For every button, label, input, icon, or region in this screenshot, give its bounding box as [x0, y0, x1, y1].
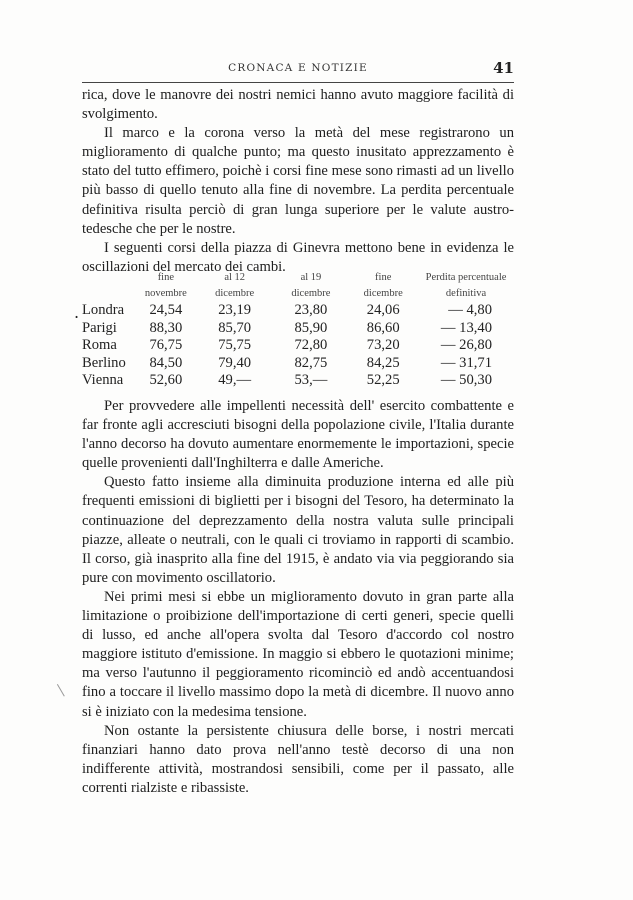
body-text-bottom — [82, 397, 514, 798]
cell-al-19-dicembre: 72,80 — [294, 337, 328, 354]
cell-fine-novembre: 52,60 — [149, 372, 183, 389]
column-header-al-12-dicembre: al 12 dicembre — [215, 272, 255, 299]
column-header-fine-novembre: fine novembre — [144, 272, 187, 299]
cell-al-19-dicembre: 85,90 — [294, 319, 328, 336]
cell-city: Parigi — [82, 319, 117, 336]
cell-al-19-dicembre: 53,— — [294, 372, 328, 389]
table-row — [82, 302, 514, 320]
paragraph-2: Il marco e la corona verso la metà del mese registrarono un miglioramento di qualche punto; ma questo inusitato apprezzamento è stato del tutto effimero, poichè i corsi fine mese sono rimasti ad un livello più basso di quello tenuto alla fine di novembre. La perdita percentuale definitiva risulta perciò di gran lunga superiore per le valute austro-tedesche che per le nostre. — [82, 125, 514, 237]
paragraph-1: rica, dove le manovre dei nostri nemici hanno avuto maggiore facilità di svolgimento. — [82, 87, 514, 123]
cell-al-12-dicembre: 79,40 — [218, 354, 252, 371]
cell-city: Londra — [82, 302, 125, 318]
cell-city: Berlino — [82, 354, 126, 371]
table-row — [82, 355, 514, 373]
stray-dot-mark: . — [74, 303, 80, 322]
cell-fine-dicembre: 52,25 — [366, 372, 400, 389]
paragraph-6: Nei primi mesi si ebbe un miglioramento dovuto in gran parte alla limitazione o proibizione dell'importazione di certi generi, specie quelli di lusso, ed anche all'opera svolta dal Tesoro d'accordo col nostro maggiore istituto d'emissione. In maggio si ebbero le quotazioni minime; ma verso l'autunno il peggioramento ricominciò ed andò accentuandosi fino a toccare il livello massimo dopo la metà di dicembre. Il nuovo anno si è iniziato con la medesima tensione. — [82, 588, 514, 720]
column-header-al-19-dicembre: al 19 dicembre — [291, 272, 331, 299]
cell-fine-novembre: 88,30 — [149, 319, 183, 336]
cell-al-12-dicembre: 23,19 — [218, 302, 252, 318]
paragraph-3: I seguenti corsi della piazza di Ginevra mettono bene in evidenza le oscillazioni del mercato dei cambi. — [82, 239, 514, 275]
column-header-perdita: Perdita percentuale definitiva — [425, 272, 507, 299]
running-title: CRONACA E NOTIZIE — [228, 62, 368, 74]
table-row — [82, 320, 514, 338]
table-row — [82, 372, 514, 390]
cell-city: Roma — [82, 337, 117, 354]
cell-al-12-dicembre: 49,— — [218, 372, 252, 389]
scan-artifact-mark — [57, 681, 69, 696]
page-number: 41 — [493, 59, 514, 77]
cell-perdita: — 50,30 — [440, 372, 492, 389]
cell-al-12-dicembre: 75,75 — [218, 337, 252, 354]
cell-fine-dicembre: 73,20 — [366, 337, 400, 354]
header-rule — [82, 82, 514, 83]
cell-fine-novembre: 76,75 — [149, 337, 183, 354]
column-header-fine-dicembre: fine dicembre — [363, 272, 403, 299]
exchange-rate-table — [82, 270, 514, 390]
cell-perdita: — 31,71 — [440, 354, 492, 371]
cell-city: Vienna — [82, 372, 124, 389]
column-header-city — [82, 270, 136, 302]
cell-perdita: — 4,80 — [448, 302, 492, 318]
cell-perdita: — 26,80 — [440, 337, 492, 354]
cell-fine-novembre: 24,54 — [149, 302, 183, 318]
body-text-top — [82, 86, 514, 277]
cell-fine-dicembre: 24,06 — [366, 302, 400, 318]
paragraph-5: Questo fatto insieme alla diminuita produzione interna ed alle più frequenti emissioni di biglietti per i bisogni del Tesoro, ha determinato la continuazione del deprezzamento della nostra valuta sulle principali piazze, alleate o neutrali, con le quali ci troviamo in rapporti di scambio. Il corso, già inasprito alla fine del 1915, è andato via via peggiorando sia pure con movimento oscillatorio. — [82, 474, 514, 586]
table-row — [82, 337, 514, 355]
paragraph-7: Non ostante la persistente chiusura delle borse, i nostri mercati finanziari hanno dato prova nell'anno testè decorso di una non indifferente attività, mostrandosi sensibili, come per il passato, alle correnti rialziste e ribassiste. — [82, 722, 514, 796]
paragraph-4: Per provvedere alle impellenti necessità dell' esercito combattente e far fronte agli accresciuti bisogni della popolazione civile, l'Italia durante l'anno decorso ha dovuto aumentare enormemente le importazioni, specie quelle provenienti dall'Inghilterra e dalle Americhe. — [82, 398, 514, 472]
cell-al-19-dicembre: 82,75 — [294, 354, 328, 371]
table-header-row — [82, 270, 514, 302]
exchange-rate-table-wrap — [82, 270, 514, 390]
cell-fine-dicembre: 86,60 — [366, 319, 400, 336]
cell-fine-dicembre: 84,25 — [366, 354, 400, 371]
cell-al-19-dicembre: 23,80 — [294, 302, 328, 318]
cell-fine-novembre: 84,50 — [149, 354, 183, 371]
cell-perdita: — 13,40 — [440, 319, 492, 336]
running-header — [82, 60, 514, 78]
cell-al-12-dicembre: 85,70 — [218, 319, 252, 336]
